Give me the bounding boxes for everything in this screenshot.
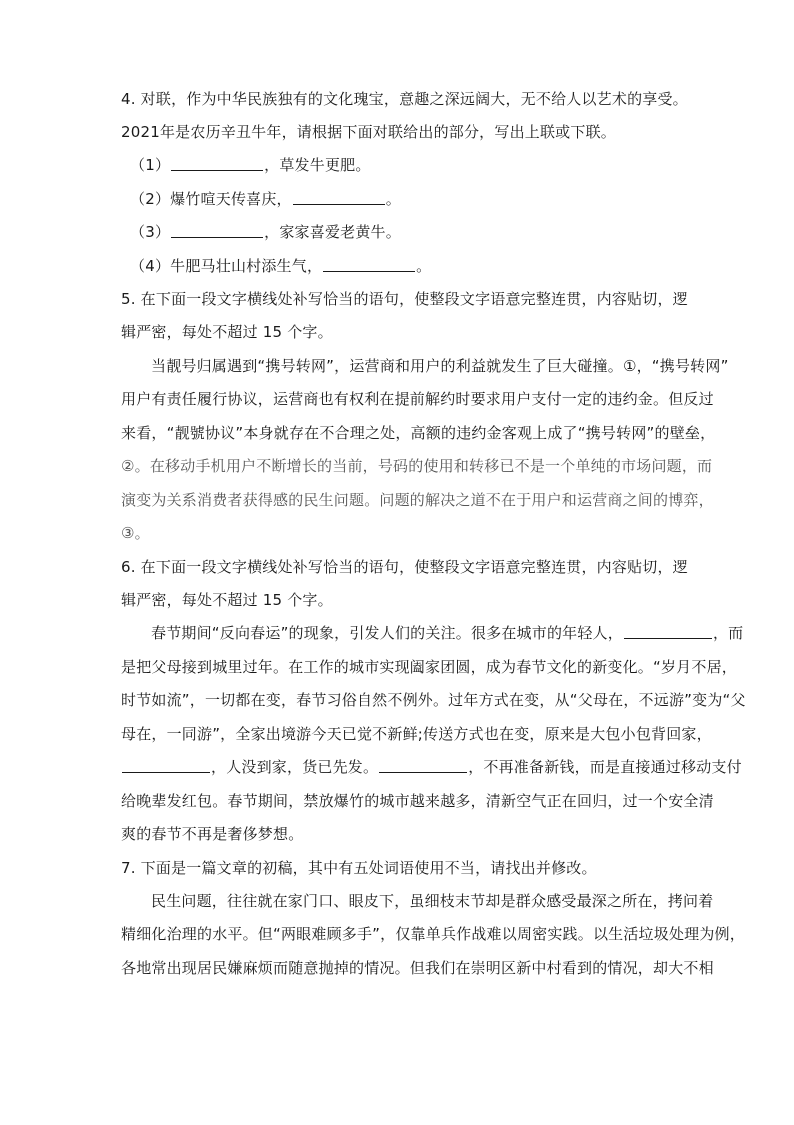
q4-item-1-answer-blank[interactable]	[171, 154, 263, 171]
q5-prompt-line2: 辑严密，每处不超过 15 个字。	[121, 323, 333, 341]
q6-passage-line1-text: 春节期间“反向春运”的现象，引发人们的关注。很多在城市的年轻人，	[151, 624, 623, 642]
q4-item-2	[130, 187, 401, 211]
q5-passage-line4: ②。在移动手机用户不断增长的当前，号码的使用和转移已不是一个单纯的市场问题，而	[121, 457, 713, 475]
q6-passage-line6: 给晚辈发红包。春节期间，禁放爆竹的城市越来越多，清新空气正在回归，过一个安全清	[121, 792, 714, 810]
q4-item-4-number: （4）	[130, 257, 171, 275]
q6-passage-line7: 爽的春节不再是奢侈梦想。	[121, 825, 304, 843]
q4-item-4-text: 牛肥马壮山村添生气，	[170, 257, 323, 275]
q5-passage-line1: 当靓号归属遇到“携号转网”，运营商和用户的利益就发生了巨大碰撞。①，“携号转网”	[151, 357, 729, 375]
q5-passage-line3: 来看，“靓號协议”本身就存在不合理之处，高额的违约金客观上成了“携号转网”的壁垒，	[121, 424, 716, 442]
q6-passage-line2: 是把父母接到城里过年。在工作的城市实现阖家团圆，成为春节文化的新变化。“岁月不居，	[121, 658, 737, 676]
q6-prompt-line1: 6. 在下面一段文字横线处补写恰当的语句，使整段文字语意完整连贯，内容贴切，逻	[121, 558, 688, 576]
q4-item-3-answer-blank[interactable]	[171, 221, 263, 238]
q7-passage-line1: 民生问题，往往就在家门口、眼皮下，虽细枝末节却是群众感受最深之所在，拷问着	[151, 892, 714, 910]
q4-item-4	[130, 254, 431, 278]
q6-answer-blank-3[interactable]	[379, 756, 467, 773]
q4-item-3	[130, 220, 401, 244]
q4-item-2-end: 。	[385, 190, 401, 208]
q4-item-4-end: 。	[416, 257, 432, 275]
q4-item-3-number: （3）	[130, 223, 171, 241]
q5-passage-line2: 用户有责任履行协议，运营商也有权利在提前解约时要求用户支付一定的违约金。但反过	[121, 390, 714, 408]
q4-item-2-number: （2）	[130, 190, 171, 208]
q5-passage-line6: ③。	[121, 524, 150, 542]
q5-passage-line5: 演变为关系消费者获得感的民生问题。问题的解决之道不在于用户和运营商之间的博弈，	[121, 491, 714, 509]
q4-item-1-text: ，草发牛更肥。	[264, 156, 371, 174]
q5-prompt-line1: 5. 在下面一段文字横线处补写恰当的语句，使整段文字语意完整连贯，内容贴切，逻	[121, 290, 688, 308]
q4-item-2-answer-blank[interactable]	[293, 188, 385, 205]
q4-item-3-text: ，家家喜爱老黄牛。	[264, 223, 401, 241]
q6-passage-line1	[151, 621, 743, 645]
q6-answer-blank-1[interactable]	[624, 622, 712, 639]
q7-passage-line3: 各地常出现居民嫌麻烦而随意抛掉的情况。但我们在崇明区新中村看到的情况，却大不相	[121, 959, 714, 977]
q6-passage-line1-end: ，而	[712, 624, 744, 642]
q4-item-2-text: 爆竹喧天传喜庆，	[170, 190, 292, 208]
q6-passage-line3: 时节如流”，一切都在变，春节习俗自然不例外。过年方式在变，从“父母在，不远游”变为“父	[121, 691, 746, 709]
q4-prompt-line2: 2021年是农历辛丑牛年，请根据下面对联给出的部分，写出上联或下联。	[121, 123, 616, 141]
q7-prompt-line1: 7. 下面是一篇文章的初稿，其中有五处词语使用不当，请找出并修改。	[121, 859, 597, 877]
q6-passage-line5-mid: ，人没到家，货已先发。	[211, 758, 379, 776]
q6-passage-line5	[121, 755, 742, 779]
q6-prompt-line2: 辑严密，每处不超过 15 个字。	[121, 591, 333, 609]
q6-answer-blank-2[interactable]	[122, 756, 210, 773]
q4-item-1	[130, 153, 371, 177]
q6-passage-line4: 母在，一同游”，全家出境游今天已觉不新鲜;传送方式也在变，原来是大包小包背回家，	[121, 725, 712, 743]
q7-passage-line2: 精细化治理的水平。但“两眼难顾多手”，仅靠单兵作战难以周密实践。以生活垃圾处理为例，	[121, 925, 745, 943]
q6-passage-line5-end: ，不再准备新钱，而是直接通过移动支付	[468, 758, 742, 776]
q4-item-4-answer-blank[interactable]	[323, 255, 415, 272]
q4-prompt-line1: 4. 对联，作为中华民族独有的文化瑰宝，意趣之深远阔大，无不给人以艺术的享受。	[121, 90, 688, 108]
q4-item-1-number: （1）	[130, 156, 171, 174]
